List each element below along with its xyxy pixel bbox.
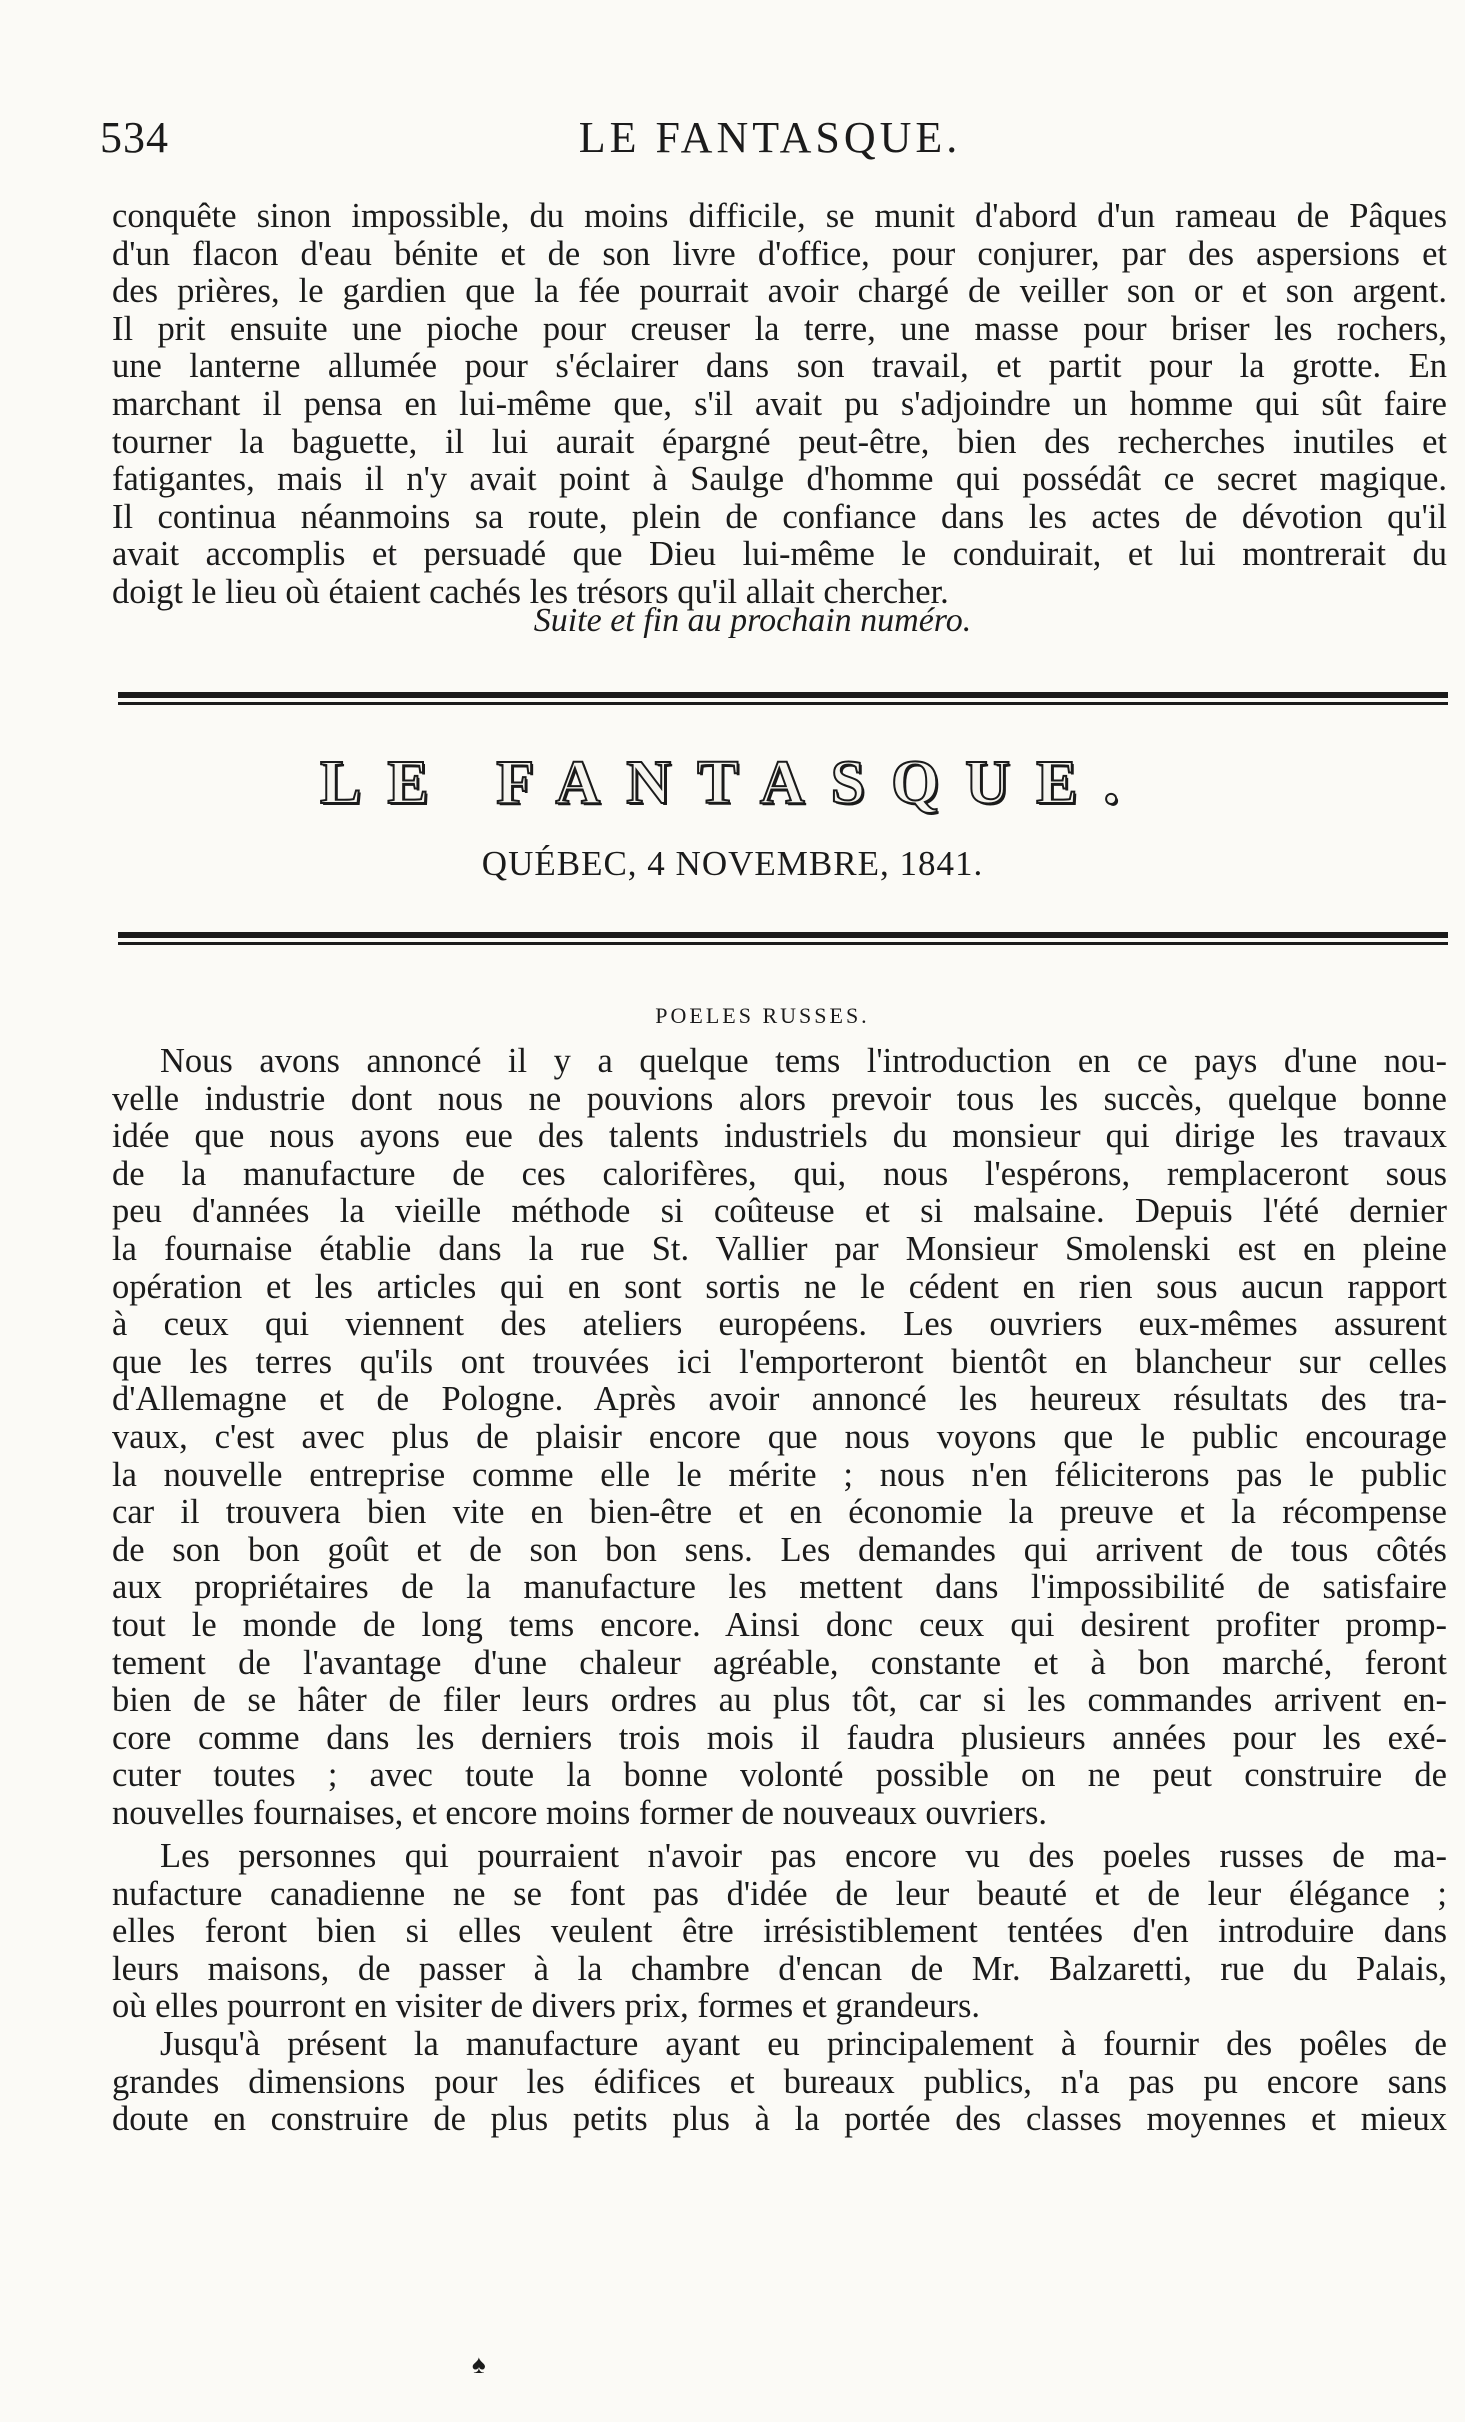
- text-line: nufacture canadienne ne se font pas d'idée de leur beauté et de leur élégance ;: [112, 1874, 1447, 1913]
- text-line: des prières, le gardien que la fée pourrait avoir chargé de veiller son or et son argent.: [112, 272, 1447, 311]
- text-line: où elles pourront en visiter de divers prix, formes et grandeurs.: [112, 1987, 981, 2026]
- continuation-note: Suite et fin au prochain numéro.: [533, 602, 972, 639]
- rule-line: [118, 702, 1448, 705]
- text-line: grandes dimensions pour les édifices et bureaux publics, n'a pas pu encore sans: [112, 2062, 1447, 2101]
- text-line: cuter toutes ; avec toute la bonne volonté possible on ne peut construire de: [112, 1756, 1447, 1795]
- text-line: avait accomplis et persuadé que Dieu lui-même le conduirait, et lui montrerait du: [112, 535, 1447, 574]
- double-rule-top: [118, 692, 1448, 705]
- text-line: core comme dans les derniers trois mois il faudra plusieurs années pour les exé-: [112, 1718, 1447, 1757]
- text-line: Les personnes qui pourraient n'avoir pas encore vu des poeles russes de ma-: [160, 1837, 1447, 1875]
- text-line: tement de l'avantage d'une chaleur agréable, constante et à bon marché, feront: [112, 1643, 1447, 1682]
- text-line: Il prit ensuite une pioche pour creuser la terre, une masse pour briser les rochers,: [112, 309, 1447, 348]
- article-paragraph: [112, 2026, 1447, 2139]
- text-line: Jusqu'à présent la manufacture ayant eu principalement à fournir des poêles de: [160, 2025, 1447, 2063]
- text-line: fatigantes, mais il n'y avait point à Saulge d'homme qui possédât ce secret magique.: [112, 460, 1447, 499]
- text-line: Nous avons annoncé il y a quelque tems l'introduction en ce pays d'une nou-: [160, 1042, 1447, 1080]
- text-line: peu d'années la vieille méthode si coûteuse et si malsaine. Depuis l'été dernier: [112, 1192, 1447, 1231]
- text-line: une lanterne allumée pour s'éclairer dans son travail, et partit pour la grotte. En: [112, 347, 1447, 386]
- text-line: conquête sinon impossible, du moins difficile, se munit d'abord d'un rameau de Pâques: [112, 197, 1447, 235]
- dateline: QUÉBEC, 4 NOVEMBRE, 1841.: [481, 844, 984, 883]
- running-title: LE FANTASQUE.: [578, 113, 962, 162]
- text-line: de la manufacture de ces calorifères, qui, nous l'espérons, remplaceront sous: [112, 1154, 1447, 1193]
- running-head: [100, 112, 1440, 172]
- text-line: vaux, c'est avec plus de plaisir encore que nous voyons que le public encourage: [112, 1417, 1447, 1456]
- article-paragraph: [112, 1043, 1447, 1832]
- text-line: leurs maisons, de passer à la chambre d'encan de Mr. Balzaretti, rue du Palais,: [112, 1949, 1447, 1988]
- text-line: velle industrie dont nous ne pouvions alors prevoir tous les succès, quelque bonne: [112, 1079, 1447, 1118]
- page-number: 534: [100, 113, 169, 162]
- text-line: bien de se hâter de filer leurs ordres au plus tôt, car si les commandes arrivent en-: [112, 1681, 1447, 1720]
- text-line: Il continua néanmoins sa route, plein de confiance dans les actes de dévotion qu'il: [112, 497, 1447, 536]
- continued-article-text: [112, 198, 1447, 612]
- text-line: aux propriétaires de la manufacture les mettent dans l'impossibilité de satisfaire: [112, 1568, 1447, 1607]
- text-line: de son bon goût et de son bon sens. Les demandes qui arrivent de tous côtés: [112, 1530, 1447, 1569]
- text-line: d'Allemagne et de Pologne. Après avoir annoncé les heureux résultats des tra-: [112, 1380, 1447, 1419]
- text-line: nouvelles fournaises, et encore moins former de nouveaux ouvriers.: [112, 1793, 1048, 1832]
- rule-line: [118, 692, 1448, 698]
- double-rule-bottom: [118, 932, 1448, 945]
- text-line: doute en construire de plus petits plus à la portée des classes moyennes et mieux: [112, 2100, 1447, 2139]
- rule-line: [118, 932, 1448, 938]
- text-line: idée que nous ayons eue des talents industriels du monsieur qui dirige les travaux: [112, 1117, 1447, 1156]
- text-line: tourner la baguette, il lui aurait épargné peut-être, bien des recherches inutiles et: [112, 422, 1447, 461]
- masthead-title: LE FANTASQUE.: [320, 749, 1145, 817]
- text-line: opération et les articles qui en sont sortis ne le cédent en rien sous aucun rapport: [112, 1267, 1447, 1306]
- text-line: marchant il pensa en lui-même que, s'il avait pu s'adjoindre un homme qui sût faire: [112, 384, 1447, 423]
- text-line: car il trouvera bien vite en bien-être et en économie la preuve et la récompense: [112, 1493, 1447, 1532]
- text-line: la nouvelle entreprise comme elle le mérite ; nous n'en féliciterons pas le public: [112, 1455, 1447, 1494]
- text-line: que les terres qu'ils ont trouvées ici l'emporteront bientôt en blancheur sur celles: [112, 1342, 1447, 1381]
- text-line: doigt le lieu où étaient cachés les trésors qu'il allait chercher.: [112, 572, 949, 611]
- text-line: la fournaise établie dans la rue St. Vallier par Monsieur Smolenski est en pleine: [112, 1229, 1447, 1268]
- printer-ornament: ♠: [472, 2350, 486, 2379]
- text-line: elles feront bien si elles veulent être irrésistiblement tentées d'en introduire dans: [112, 1912, 1447, 1951]
- article-title: POELES RUSSES.: [655, 1003, 870, 1028]
- text-line: à ceux qui viennent des ateliers européens. Les ouvriers eux-mêmes assurent: [112, 1305, 1447, 1344]
- text-line: d'un flacon d'eau bénite et de son livre d'office, pour conjurer, par des aspersions et: [112, 234, 1447, 273]
- rule-line: [118, 942, 1448, 945]
- text-line: tout le monde de long tems encore. Ainsi donc ceux qui desirent profiter promp-: [112, 1605, 1447, 1644]
- article-paragraph: [112, 1838, 1447, 2026]
